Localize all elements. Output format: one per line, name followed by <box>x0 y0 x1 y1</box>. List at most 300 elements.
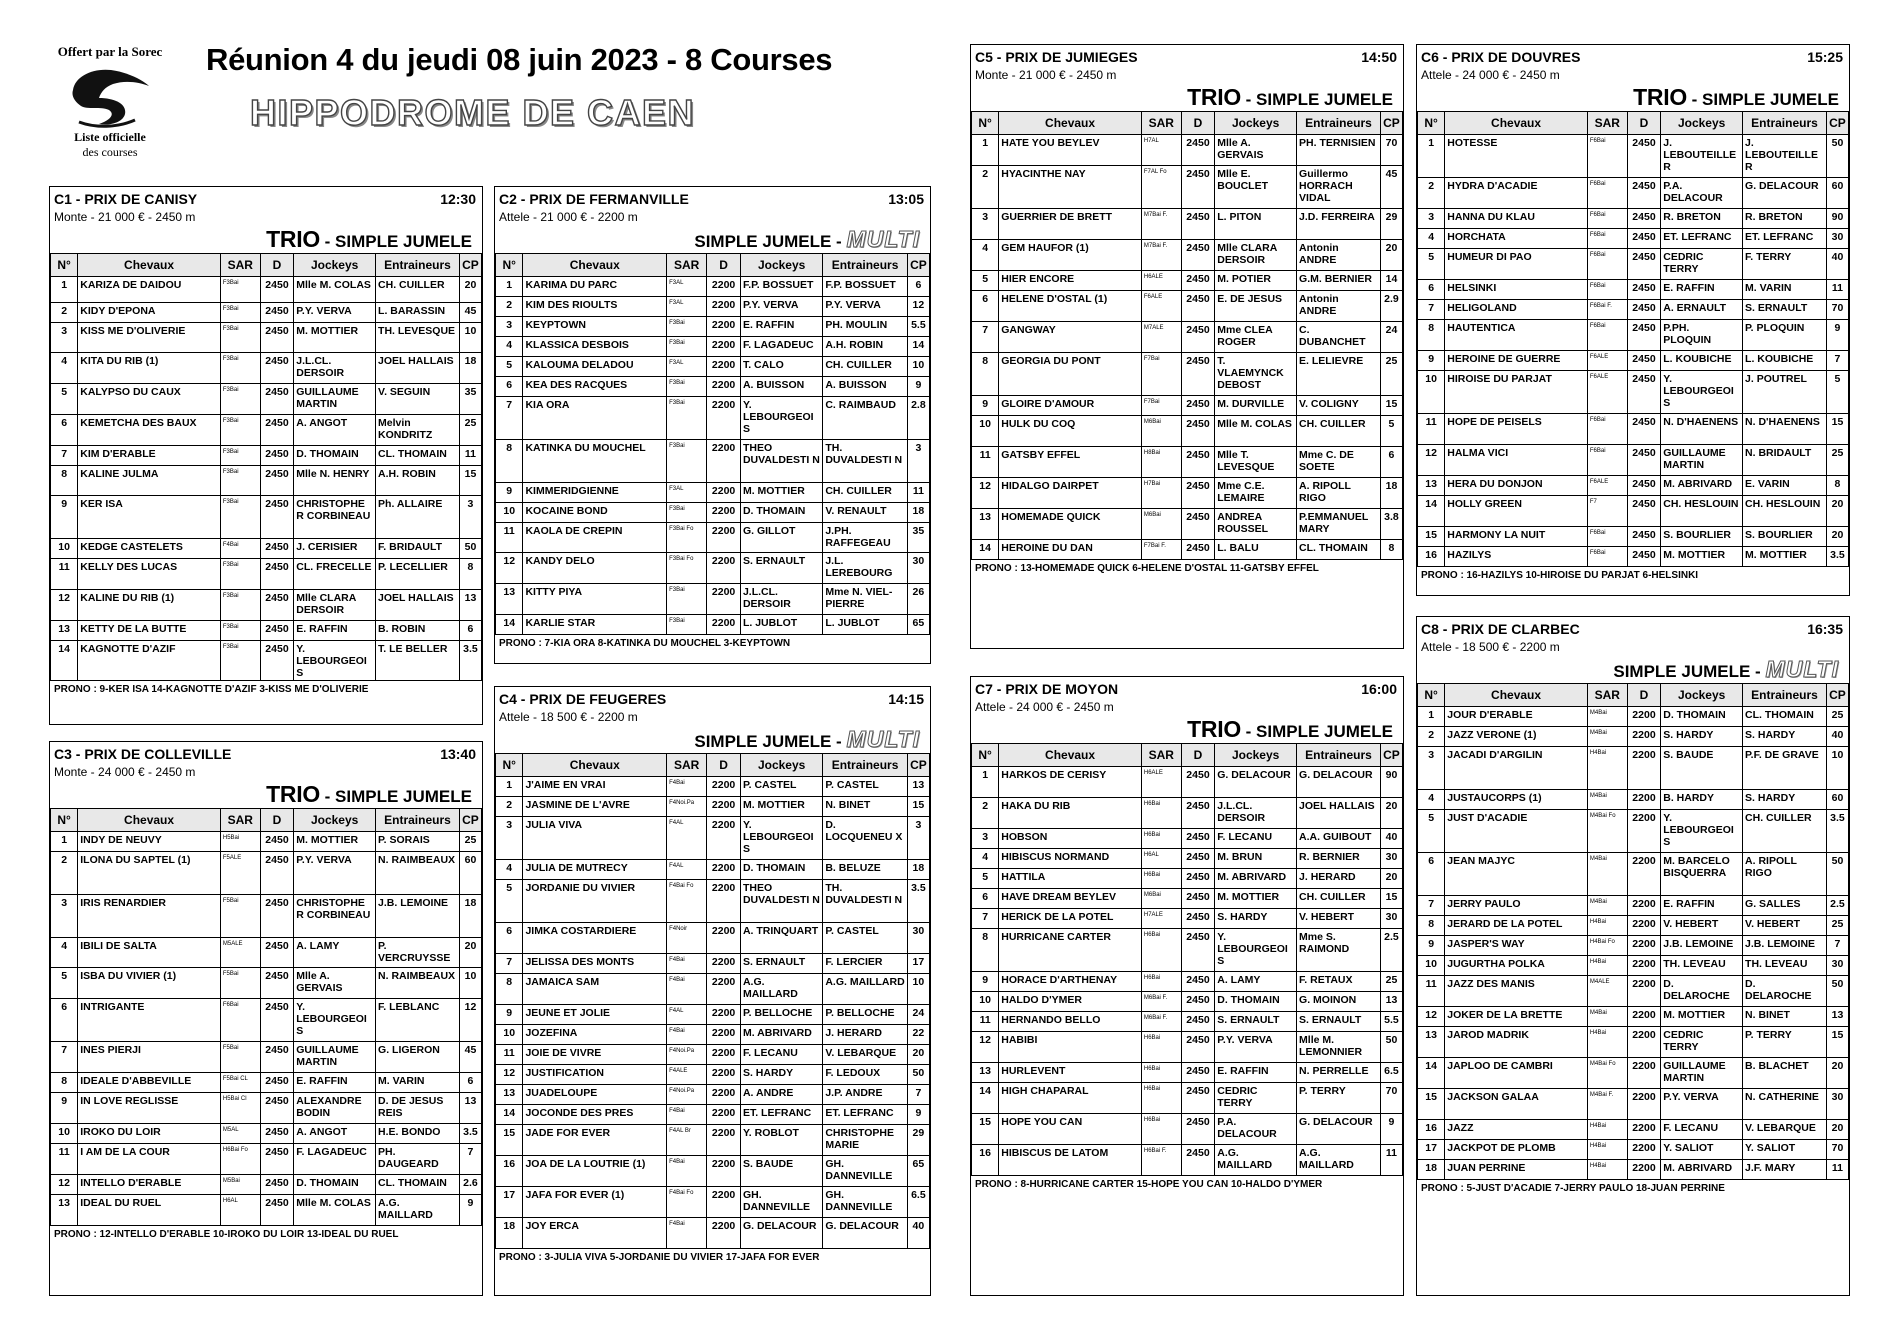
horse-name: KISS ME D'OLIVERIE <box>78 323 221 353</box>
runner-number: 11 <box>51 559 78 590</box>
jockey-name: G. GILLOT <box>740 523 822 553</box>
sar-code: H6ALE <box>1141 271 1181 291</box>
jockey-name: Mlle M. COLAS <box>294 277 376 303</box>
race-name: PRIX DE DOUVRES <box>1451 49 1581 65</box>
trainer-name: P. PLOQUIN <box>1743 320 1827 351</box>
trainer-name: Mme S. RAIMOND <box>1297 929 1381 972</box>
race-card <box>49 186 483 725</box>
jockey-name: P.A. DELACOUR <box>1661 178 1743 209</box>
horse-name: INES PIERJI <box>78 1042 221 1073</box>
sar-code: H7Bai <box>1141 478 1181 509</box>
trainer-name: JOEL HALLAIS <box>376 353 460 384</box>
runner-number: 4 <box>496 337 523 357</box>
trainer-name: JOEL HALLAIS <box>376 590 460 621</box>
prono-line: PRONO : 3-JULIA VIVA 5-JORDANIE DU VIVIER 17-JAFA FOR EVER <box>499 1252 820 1263</box>
distance: 2200 <box>1627 727 1661 747</box>
runner-row <box>1418 1140 1849 1160</box>
runner-row <box>972 135 1403 166</box>
runner-number: 1 <box>496 777 523 797</box>
bet-types <box>50 225 482 253</box>
horse-name: JUSTIFICATION <box>523 1065 667 1085</box>
distance: 2450 <box>260 590 294 621</box>
sar-code: H8Bai <box>1141 447 1181 478</box>
runner-row <box>1418 727 1849 747</box>
race-time: 14:50 <box>1361 49 1397 65</box>
sar-code: F7 <box>1587 496 1627 527</box>
sar-code: F4Noi.Pa <box>667 1085 707 1105</box>
trainer-name: V. LEBARQUE <box>823 1045 907 1065</box>
jockey-name: GUILLAUME MARTIN <box>294 1042 376 1073</box>
race-code: C7 - <box>975 681 1006 697</box>
horse-name: KEDGE CASTELETS <box>78 539 221 559</box>
horse-name: JUGURTHA POLKA <box>1445 956 1588 976</box>
distance: 2450 <box>1627 414 1661 445</box>
trainer-name: GH. DANNEVILLE <box>823 1187 907 1218</box>
cote-value: 15 <box>459 466 481 496</box>
col-horse: Chevaux <box>999 112 1142 135</box>
jockey-name: M. MOTTIER <box>740 797 822 817</box>
distance: 2200 <box>707 860 741 880</box>
col-cp: CP <box>907 754 929 777</box>
horse-name: HOMEMADE QUICK <box>999 509 1142 540</box>
distance: 2200 <box>1627 1089 1661 1120</box>
trainer-name: P.Y. VERVA <box>823 297 907 317</box>
jockey-name: P.Y. VERVA <box>294 852 376 895</box>
cote-value: 35 <box>907 523 929 553</box>
horse-name: HIDALGO DAIRPET <box>999 478 1142 509</box>
trainer-name: T. LE BELLER <box>376 641 460 681</box>
horse-name: HEROINE DE GUERRE <box>1445 351 1588 371</box>
race-title <box>1421 47 1580 67</box>
col-jockey: Jockeys <box>1215 744 1297 767</box>
runner-row <box>1418 976 1849 1007</box>
col-number: N° <box>496 254 523 277</box>
col-jockey: Jockeys <box>294 809 376 832</box>
trainer-name: N. RAIMBEAUX <box>376 852 460 895</box>
horse-name: JAZZ <box>1445 1120 1588 1140</box>
cote-value: 6 <box>907 277 929 297</box>
race-name: PRIX DE FERMANVILLE <box>529 191 689 207</box>
jockey-name: E. RAFFIN <box>1661 896 1743 916</box>
jockey-name: P. BELLOCHE <box>740 1005 822 1025</box>
horse-name: HARKOS DE CERISY <box>999 767 1142 798</box>
race-title <box>54 744 231 764</box>
runner-number: 15 <box>972 1114 999 1145</box>
col-number: N° <box>51 809 78 832</box>
horse-name: GATSBY EFFEL <box>999 447 1142 478</box>
trainer-name: TH. DUVALDESTI N <box>823 440 907 483</box>
jockey-name: P.A. DELACOUR <box>1215 1114 1297 1145</box>
trainer-name: PH. TERNISIEN <box>1297 135 1381 166</box>
bet-trio: TRIO <box>1187 84 1241 110</box>
horse-name: JACKPOT DE PLOMB <box>1445 1140 1588 1160</box>
jockey-name: G. DELACOUR <box>740 1218 822 1249</box>
horse-name: HYDRA D'ACADIE <box>1445 178 1588 209</box>
jockey-name: J.L.CL. DERSOIR <box>1215 798 1297 829</box>
runners-table <box>495 753 930 1249</box>
sar-code: H4Bai <box>1587 1160 1627 1180</box>
runner-row <box>51 1175 482 1195</box>
trainer-name: J.B. LEMOINE <box>376 895 460 938</box>
cote-value: 14 <box>907 337 929 357</box>
runner-row <box>51 353 482 384</box>
sar-code: F6Bai <box>1587 414 1627 445</box>
jockey-name: THEO DUVALDESTI N <box>740 440 822 483</box>
race-time: 16:00 <box>1361 681 1397 697</box>
runner-row <box>972 240 1403 271</box>
col-cp: CP <box>1826 684 1848 707</box>
distance: 2450 <box>260 323 294 353</box>
runner-row <box>972 322 1403 353</box>
distance: 2200 <box>707 1156 741 1187</box>
sar-code: F3AL <box>667 483 707 503</box>
distance: 2200 <box>707 974 741 1005</box>
bet-multi: MULTI <box>846 726 920 752</box>
horse-name: HANNA DU KLAU <box>1445 209 1588 229</box>
distance: 2200 <box>707 1187 741 1218</box>
distance: 2450 <box>260 559 294 590</box>
runner-row <box>1418 747 1849 790</box>
sar-code: F7Bai F. <box>1141 540 1181 560</box>
horse-name: IDEAL DU RUEL <box>78 1195 221 1226</box>
runner-row <box>1418 1089 1849 1120</box>
distance: 2200 <box>1627 956 1661 976</box>
horse-name: KATINKA DU MOUCHEL <box>523 440 667 483</box>
runner-number: 4 <box>972 240 999 271</box>
trainer-name: G. SALLES <box>1743 896 1827 916</box>
runner-number: 10 <box>1418 956 1445 976</box>
col-distance: D <box>1627 112 1661 135</box>
runner-number: 18 <box>496 1218 523 1249</box>
cote-value: 20 <box>459 938 481 968</box>
runner-number: 7 <box>1418 896 1445 916</box>
cote-value: 30 <box>907 923 929 954</box>
runner-row <box>496 1105 930 1125</box>
distance: 2450 <box>260 277 294 303</box>
jockey-name: M. POTIER <box>1215 271 1297 291</box>
cote-value: 6.5 <box>907 1187 929 1218</box>
runners-table <box>1417 111 1849 567</box>
cote-value: 60 <box>1826 178 1848 209</box>
runner-number: 8 <box>972 353 999 396</box>
horse-name: J'AIME EN VRAI <box>523 777 667 797</box>
runner-number: 10 <box>496 1025 523 1045</box>
race-name: PRIX DE MOYON <box>1005 681 1119 697</box>
distance: 2200 <box>707 1105 741 1125</box>
jockey-name: M. BARCELO BISQUERRA <box>1661 853 1743 896</box>
sar-code: F6Bai <box>1587 280 1627 300</box>
runner-number: 10 <box>51 1124 78 1144</box>
runner-number: 3 <box>972 209 999 240</box>
trainer-name: C. DUBANCHET <box>1297 322 1381 353</box>
runner-number: 9 <box>496 1005 523 1025</box>
col-cp: CP <box>1826 112 1848 135</box>
cote-value: 2.5 <box>1380 929 1402 972</box>
horse-name: KARIZA DE DAIDOU <box>78 277 221 303</box>
runner-number: 13 <box>496 1085 523 1105</box>
distance: 2200 <box>1627 810 1661 853</box>
runner-number: 11 <box>1418 976 1445 1007</box>
runner-row <box>51 559 482 590</box>
jockey-name: P.Y. VERVA <box>740 297 822 317</box>
runners-table <box>495 253 930 635</box>
runner-row <box>51 1073 482 1093</box>
horse-name: HIROISE DU PARJAT <box>1445 371 1588 414</box>
runner-row <box>1418 527 1849 547</box>
distance: 2450 <box>1627 351 1661 371</box>
horse-name: KITTY PIYA <box>523 584 667 615</box>
cote-value: 20 <box>459 277 481 303</box>
horse-name: HAKA DU RIB <box>999 798 1142 829</box>
trainer-name: N. BINET <box>823 797 907 817</box>
jockey-name: M. ABRIVARD <box>1661 1160 1743 1180</box>
trainer-name: J.F. MARY <box>1743 1160 1827 1180</box>
cote-value: 18 <box>459 895 481 938</box>
horse-name: JOUR D'ERABLE <box>1445 707 1588 727</box>
race-header <box>1417 45 1849 67</box>
runner-number: 9 <box>51 1093 78 1124</box>
sar-code: M5AL <box>220 1124 260 1144</box>
runner-row <box>1418 496 1849 527</box>
cote-value: 14 <box>1380 271 1402 291</box>
runner-number: 11 <box>496 1045 523 1065</box>
jockey-name: CH. HESLOUIN <box>1661 496 1743 527</box>
trainer-name: D. DE JESUS REIS <box>376 1093 460 1124</box>
runner-row <box>972 509 1403 540</box>
col-sar: SAR <box>220 254 260 277</box>
race-conditions: Monte - 21 000 € - 2450 m <box>54 210 196 224</box>
col-horse: Chevaux <box>523 754 667 777</box>
table-header-row <box>1418 112 1849 135</box>
cote-value: 3.5 <box>907 880 929 923</box>
cote-value: 5.5 <box>907 317 929 337</box>
trainer-name: Ph. ALLAIRE <box>376 496 460 539</box>
distance: 2200 <box>707 817 741 860</box>
sar-code: F6ALE <box>1587 351 1627 371</box>
distance: 2200 <box>707 377 741 397</box>
cote-value: 6 <box>1380 447 1402 478</box>
prono-line: PRONO : 9-KER ISA 14-KAGNOTTE D'AZIF 3-KISS ME D'OLIVERIE <box>54 684 369 695</box>
distance: 2200 <box>707 397 741 440</box>
runner-row <box>496 1065 930 1085</box>
sar-code: F3Bai <box>667 440 707 483</box>
runner-number: 13 <box>51 1195 78 1226</box>
distance: 2200 <box>707 297 741 317</box>
runner-row <box>1418 1120 1849 1140</box>
sar-code: H6Bai Fo <box>220 1144 260 1175</box>
jockey-name: J.L.CL. DERSOIR <box>294 353 376 384</box>
runner-row <box>972 1032 1403 1063</box>
horse-name: HELENE D'OSTAL (1) <box>999 291 1142 322</box>
trainer-name: G. DELACOUR <box>823 1218 907 1249</box>
trainer-name: F. LEBLANC <box>376 999 460 1042</box>
table-header-row <box>972 744 1403 767</box>
runner-number: 5 <box>972 271 999 291</box>
runner-row <box>972 396 1403 416</box>
cote-value: 45 <box>459 1042 481 1073</box>
distance: 2450 <box>1627 135 1661 178</box>
trainer-name: Guillermo HORRACH VIDAL <box>1297 166 1381 209</box>
sar-code: F3Bai <box>667 317 707 337</box>
trainer-name: P. LECELLIER <box>376 559 460 590</box>
bet-simple-jumele: SIMPLE JUMELE - <box>694 732 847 751</box>
table-header-row <box>972 112 1403 135</box>
runner-row <box>496 1045 930 1065</box>
jockey-name: P.Y. VERVA <box>1661 1089 1743 1120</box>
distance: 2200 <box>1627 936 1661 956</box>
trainer-name: L. BARASSIN <box>376 303 460 323</box>
runner-number: 7 <box>51 1042 78 1073</box>
race-code: C8 - <box>1421 621 1452 637</box>
cote-value: 25 <box>1826 916 1848 936</box>
trainer-name: F. TERRY <box>1743 249 1827 280</box>
distance: 2450 <box>260 1124 294 1144</box>
trainer-name: TH. LEVEAU <box>1743 956 1827 976</box>
cote-value: 7 <box>907 1085 929 1105</box>
runner-number: 1 <box>496 277 523 297</box>
runner-number: 2 <box>972 166 999 209</box>
cote-value: 13 <box>459 590 481 621</box>
cote-value: 3 <box>907 817 929 860</box>
sar-code: M4ALE <box>1587 976 1627 1007</box>
trainer-name: J. HERARD <box>1297 869 1381 889</box>
distance: 2450 <box>1181 1032 1215 1063</box>
bet-multi: MULTI <box>1765 656 1839 682</box>
logo-sponsor-text: Offert par la Sorec <box>57 44 163 59</box>
col-trainer: Entraineurs <box>376 809 460 832</box>
cote-value: 15 <box>1380 889 1402 909</box>
cote-value: 30 <box>1380 849 1402 869</box>
runner-row <box>1418 916 1849 936</box>
sar-code: M4Bai <box>1587 853 1627 896</box>
horse-name: JASPER'S WAY <box>1445 936 1588 956</box>
cote-value: 10 <box>907 974 929 1005</box>
runner-row <box>496 584 930 615</box>
horse-name: HATTILA <box>999 869 1142 889</box>
horse-name: IRIS RENARDIER <box>78 895 221 938</box>
col-cp: CP <box>459 809 481 832</box>
jockey-name: D. THOMAIN <box>740 503 822 523</box>
cote-value: 6 <box>459 1073 481 1093</box>
runner-number: 10 <box>972 416 999 447</box>
runner-row <box>972 829 1403 849</box>
horse-name: HELSINKI <box>1445 280 1588 300</box>
race-card <box>494 686 931 1296</box>
horse-name: HABIBI <box>999 1032 1142 1063</box>
runner-row <box>496 553 930 584</box>
runner-row <box>972 869 1403 889</box>
distance: 2450 <box>260 303 294 323</box>
prono-line: PRONO : 13-HOMEMADE QUICK 6-HELENE D'OSTAL 11-GATSBY EFFEL <box>975 563 1319 574</box>
distance: 2450 <box>1627 547 1661 567</box>
runner-number: 8 <box>972 929 999 972</box>
runner-number: 16 <box>1418 1120 1445 1140</box>
distance: 2450 <box>1181 889 1215 909</box>
cote-value: 24 <box>1380 322 1402 353</box>
jockey-name: E. RAFFIN <box>294 1073 376 1093</box>
sar-code: H5Bai <box>220 832 260 852</box>
bet-types <box>971 83 1403 111</box>
sar-code: F4AL Br <box>667 1125 707 1156</box>
cote-value: 20 <box>1826 496 1848 527</box>
runner-row <box>496 297 930 317</box>
bet-trio: TRIO <box>266 226 320 252</box>
trainer-name: G. DELACOUR <box>1743 178 1827 209</box>
cote-value: 20 <box>907 1045 929 1065</box>
horse-name: JEUNE ET JOLIE <box>523 1005 667 1025</box>
trainer-name: J. LEBOUTEILLE R <box>1743 135 1827 178</box>
cote-value: 18 <box>459 353 481 384</box>
distance: 2200 <box>707 1065 741 1085</box>
horse-name: HELIGOLAND <box>1445 300 1588 320</box>
jockey-name: M. MOTTIER <box>294 832 376 852</box>
col-trainer: Entraineurs <box>376 254 460 277</box>
jockey-name: A. TRINQUART <box>740 923 822 954</box>
col-distance: D <box>1627 684 1661 707</box>
sorec-logo <box>45 44 175 164</box>
sar-code: F7AL Fo <box>1141 166 1181 209</box>
runner-number: 7 <box>972 909 999 929</box>
jockey-name: L. KOUBICHE <box>1661 351 1743 371</box>
bet-simple-jumele: - SIMPLE JUMELE <box>319 787 472 806</box>
jockey-name: Mlle M. COLAS <box>294 1195 376 1226</box>
runner-row <box>496 1005 930 1025</box>
horse-name: KELLY DES LUCAS <box>78 559 221 590</box>
trainer-name: A. RIPOLL RIGO <box>1743 853 1827 896</box>
horse-name: KETTY DE LA BUTTE <box>78 621 221 641</box>
jockey-name: E. DE JESUS <box>1215 291 1297 322</box>
trainer-name: P. CASTEL <box>823 777 907 797</box>
cote-value: 50 <box>1826 976 1848 1007</box>
runner-row <box>51 938 482 968</box>
bet-types <box>971 715 1403 743</box>
distance: 2200 <box>707 1218 741 1249</box>
cote-value: 8 <box>1380 540 1402 560</box>
horse-name: KIMMERIDGIENNE <box>523 483 667 503</box>
trainer-name: B. ROBIN <box>376 621 460 641</box>
table-header-row <box>51 809 482 832</box>
race-name: PRIX DE CLARBEC <box>1451 621 1580 637</box>
cote-value: 70 <box>1826 1140 1848 1160</box>
horse-name: JAZZ VERONE (1) <box>1445 727 1588 747</box>
runner-row <box>972 166 1403 209</box>
runner-row <box>972 767 1403 798</box>
sar-code: F3Bai <box>220 277 260 303</box>
runner-row <box>972 291 1403 322</box>
trainer-name: N. BINET <box>1743 1007 1827 1027</box>
col-trainer: Entraineurs <box>823 754 907 777</box>
jockey-name: A. ANGOT <box>294 415 376 446</box>
trainer-name: CH. CUILLER <box>1743 810 1827 853</box>
horse-name: JULIA VIVA <box>523 817 667 860</box>
sar-code: H6Bai <box>1141 798 1181 829</box>
horse-name: KER ISA <box>78 496 221 539</box>
cote-value: 20 <box>1380 798 1402 829</box>
cote-value: 30 <box>1826 956 1848 976</box>
trainer-name: A.H. ROBIN <box>823 337 907 357</box>
horse-name: JOIE DE VIVRE <box>523 1045 667 1065</box>
jockey-name: Mlle M. COLAS <box>1215 416 1297 447</box>
distance: 2450 <box>1627 371 1661 414</box>
trainer-name: J.PH. RAFFEGEAU <box>823 523 907 553</box>
distance: 2450 <box>1181 909 1215 929</box>
race-title <box>1421 619 1580 639</box>
runner-number: 10 <box>972 992 999 1012</box>
jockey-name: L. JUBLOT <box>740 615 822 635</box>
sar-code: F4Bai <box>667 1156 707 1187</box>
runner-number: 7 <box>51 446 78 466</box>
sar-code: H6Bai <box>1141 1114 1181 1145</box>
